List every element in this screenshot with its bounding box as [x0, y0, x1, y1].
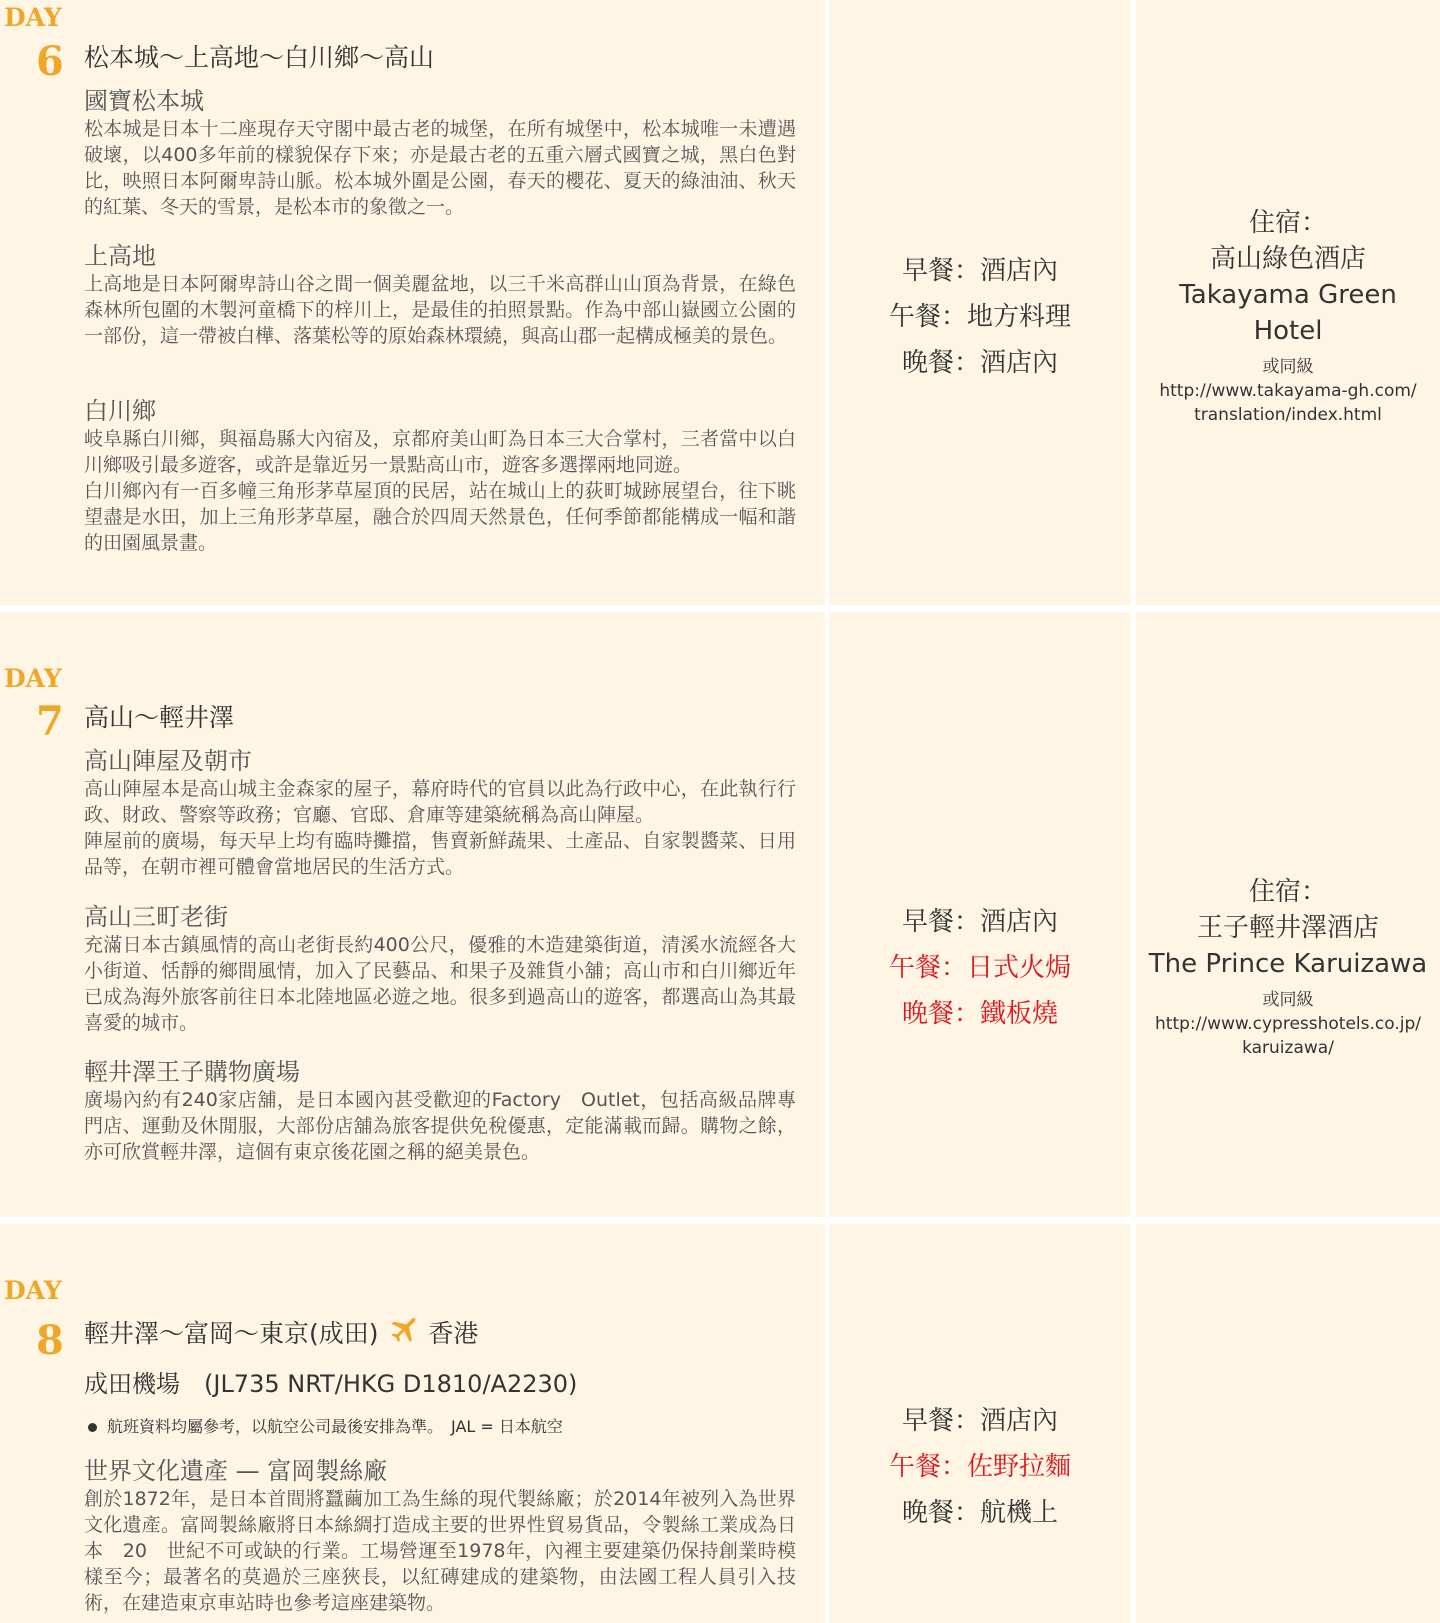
day-7-row	[0, 612, 1440, 1217]
section-body: 創於1872年，是日本首間將蠶繭加工為生絲的現代製絲廠；於2014年被列入為世界文化遺產。富岡製絲廠將日本絲綢打造成主要的世界性貿易貨品，令製絲工業成為日本 20 世紀不可或缺的行業。工場營運至1978年，內裡主要建築仍保持創業時模樣至今；最著名的莫過於三座狹長，以紅磚建成的建築物，由法國工程人員引入技術，在建造東京車站時也參考這座建築物。	[84, 1488, 796, 1614]
day-label: DAY	[4, 1276, 62, 1305]
meal-dinner: 晚餐：鐵板燒	[901, 999, 1058, 1029]
day-number: 6	[36, 38, 64, 85]
section-matsumoto-castle	[84, 86, 796, 220]
airplane-icon	[388, 1317, 418, 1347]
hotel-url-line: http://www.takayama-gh.com/	[1159, 381, 1417, 401]
section-title: 世界文化遺產 — 富岡製絲廠	[84, 1457, 388, 1485]
day-title	[84, 1314, 478, 1350]
day-number: 7	[36, 698, 64, 745]
section-body: 上高地是日本阿爾卑詩山谷之間一個美麗盆地，以三千米高群山山頂為背景，在綠色森林所包圍的木製河童橋下的梓川上，是最佳的拍照景點。作為中部山嶽國立公園的一部份，這一帶被白樺、落葉松等的原始森林環繞，與高山郡一起構成極美的景色。	[84, 273, 796, 347]
hotel-url-line: karuizawa/	[1242, 1038, 1334, 1058]
hotel-info	[1136, 874, 1440, 1060]
meals	[829, 1398, 1131, 1536]
section-title: 高山三町老街	[84, 903, 228, 931]
day-6-row	[0, 0, 1440, 605]
section-title: 國寶松本城	[84, 87, 204, 115]
section-takayama-jinya	[84, 746, 796, 880]
hotel-url-line: translation/index.html	[1194, 405, 1382, 425]
flight-note-text: 航班資料均屬參考，以航空公司最後安排為準。 JAL = 日本航空	[107, 1417, 563, 1436]
bullet-icon	[88, 1423, 97, 1432]
section-title: 上高地	[84, 242, 156, 270]
section-body: 充滿日本古鎮風情的高山老街長約400公尺，優雅的木造建築街道，清溪水流經各大小街道、恬靜的鄉間風情，加入了民藝品、和果子及雜貨小舖；高山市和白川鄉近年已成為海外旅客前往日本北陸地區必遊之地。很多到過高山的遊客，都選高山為其最喜愛的城市。	[84, 934, 796, 1034]
meal-lunch: 午餐：日式火焗	[888, 953, 1071, 983]
day-8-row	[0, 1224, 1440, 1623]
day-8-itinerary-cell	[0, 1224, 825, 1623]
hotel-name-line: Hotel	[1253, 316, 1323, 346]
flight-note	[84, 1414, 563, 1437]
section-body: 廣場內約有240家店舖，是日本國內甚受歡迎的Factory Outlet，包括高級品牌專門店、運動及休閒服，大部份店舖為旅客提供免稅優惠，定能滿載而歸。購物之餘，亦可欣賞輕井澤，這個有東京後花園之稱的絕美景色。	[84, 1089, 796, 1163]
day-6-itinerary-cell	[0, 0, 825, 605]
day-7-itinerary-cell	[0, 612, 825, 1217]
section-shirakawago	[84, 396, 796, 556]
meals	[829, 899, 1131, 1037]
section-body-2: 陣屋前的廣場，每天早上均有臨時攤擋，售賣新鮮蔬果、土產品、自家製醬菜、日用品等，在朝市裡可體會當地居民的生活方式。	[84, 830, 796, 878]
day-title-route: 輕井澤～富岡～東京(成田)	[84, 1319, 379, 1348]
hotel-label: 住宿：	[1248, 877, 1327, 907]
day-label: DAY	[4, 3, 62, 32]
hotel-name-line: 高山綠色酒店	[1209, 244, 1366, 274]
section-body: 高山陣屋本是高山城主金森家的屋子，幕府時代的官員以此為行政中心，在此執行行政、財政、警察等政務；官廳、官邸、倉庫等建築統稱為高山陣屋。	[84, 778, 796, 826]
section-prince-shopping	[84, 1057, 796, 1165]
day-title: 高山～輕井澤	[84, 703, 235, 732]
meal-breakfast: 早餐：酒店內	[901, 907, 1058, 937]
section-kamikochi	[84, 241, 796, 349]
day-6-meals-cell	[829, 0, 1131, 605]
hotel-name-line: Takayama Green	[1179, 280, 1397, 310]
hotel-url-line: http://www.cypresshotels.co.jp/	[1155, 1014, 1421, 1034]
hotel-alternative: 或同級	[1262, 357, 1314, 377]
section-body: 松本城是日本十二座現存天守閣中最古老的城堡，在所有城堡中，松本城唯一未遭遇破壞，以400多年前的樣貌保存下來；亦是最古老的五重六層式國寶之城，黑白色對比，映照日本阿爾卑詩山脈。松本城外圍是公園，春天的櫻花、夏天的綠油油、秋天的紅葉、冬天的雪景，是松本市的象徵之一。	[84, 118, 796, 218]
day-number: 8	[36, 1317, 64, 1364]
meal-lunch: 午餐：佐野拉麵	[888, 1452, 1071, 1482]
meals	[829, 248, 1131, 386]
flight-info: 成田機場 (JL735 NRT/HKG D1810/A2230)	[84, 1370, 578, 1398]
meal-dinner: 晚餐：航機上	[901, 1498, 1058, 1528]
section-title: 高山陣屋及朝市	[84, 747, 252, 775]
section-title: 白川鄉	[84, 397, 156, 425]
day-6-hotel-cell	[1136, 0, 1440, 605]
meal-breakfast: 早餐：酒店內	[901, 1406, 1058, 1436]
hotel-info	[1136, 205, 1440, 427]
section-body-2: 白川鄉內有一百多幢三角形茅草屋頂的民居，站在城山上的荻町城跡展望台，往下眺望盡是水田，加上三角形茅草屋，融合於四周天然景色，任何季節都能構成一幅和諧的田園風景畫。	[84, 480, 796, 554]
day-title: 松本城～上高地～白川鄉～高山	[84, 43, 435, 72]
day-label: DAY	[4, 664, 62, 693]
section-title: 輕井澤王子購物廣場	[84, 1058, 300, 1086]
meal-dinner: 晚餐：酒店內	[901, 348, 1058, 378]
hotel-label: 住宿：	[1248, 208, 1327, 238]
meal-breakfast: 早餐：酒店內	[901, 256, 1058, 286]
day-7-meals-cell	[829, 612, 1131, 1217]
section-sanmachi	[84, 902, 796, 1036]
section-body: 岐阜縣白川鄉，與福島縣大內宿及，京都府美山町為日本三大合掌村，三者當中以白川鄉吸引最多遊客，或許是靠近另一景點高山市，遊客多選擇兩地同遊。	[84, 428, 796, 476]
day-title-destination: 香港	[428, 1319, 479, 1348]
hotel-alternative: 或同級	[1262, 990, 1314, 1010]
section-tomioka-silk-mill	[84, 1456, 796, 1616]
meal-lunch: 午餐：地方料理	[888, 302, 1071, 332]
hotel-name-line: 王子輕井澤酒店	[1196, 913, 1379, 943]
day-7-hotel-cell	[1136, 612, 1440, 1217]
day-8-hotel-cell	[1136, 1224, 1440, 1623]
day-8-meals-cell	[829, 1224, 1131, 1623]
hotel-name-line: The Prince Karuizawa	[1148, 949, 1428, 979]
